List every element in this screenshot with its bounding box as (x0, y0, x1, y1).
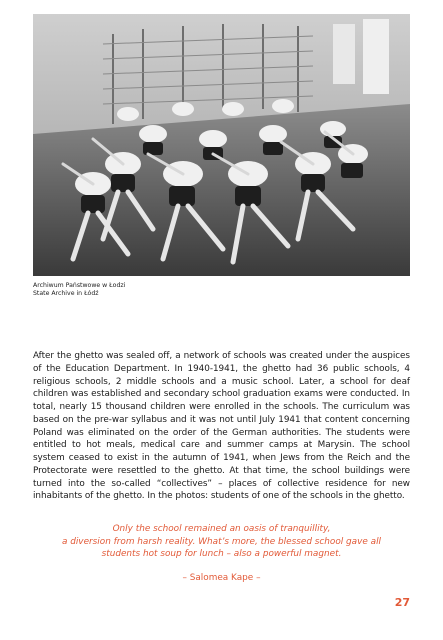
quote-line-1: Only the school remained an oasis of tranquillity, (112, 524, 331, 534)
archival-photo (33, 14, 410, 276)
page-number: 27 (394, 596, 410, 609)
photo-caption (33, 282, 333, 299)
caption-english: State Archive in Łódź (33, 290, 99, 298)
gymnastics-class-photo-icon (33, 14, 410, 276)
pull-quote (40, 523, 403, 561)
quote-line-2: a diversion from harsh reality. What’s more, the blessed school gave all (61, 536, 382, 547)
body-paragraph: After the ghetto was sealed off, a network of schools was created under the auspices of the Education Department. In 1940-1941, the ghetto had 36 public schools, 4 religious schools, 2 middle schools and a music school. Later, a school for deaf children was established and secondary school graduation exams were conducted. In total, nearly 15 thousand children were enrolled in the schools. The curriculum was based on the pre-war syllabus and it was not until July 1941 that content concerning Poland was eliminated on the order of the German authorities. The students were entitled to hot meals, medical care and summer camps at Marysin. The school system ceased to exist in the autumn of 1941, when Jews from the Reich and the Protectorate were resettled to the ghetto. At that time, the school buildings were turned into the so-called “collectives” – places of collective residence for new inhabitants of the ghetto. In the photos: students of one of the schools in the ghetto. (33, 351, 410, 502)
quote-author: – Salomea Kape – (182, 573, 261, 583)
caption-polish: Archiwum Państwowe w Łodzi (33, 282, 126, 289)
quote-line-3: students hot soup for lunch – also a powerful magnet. (101, 549, 342, 560)
